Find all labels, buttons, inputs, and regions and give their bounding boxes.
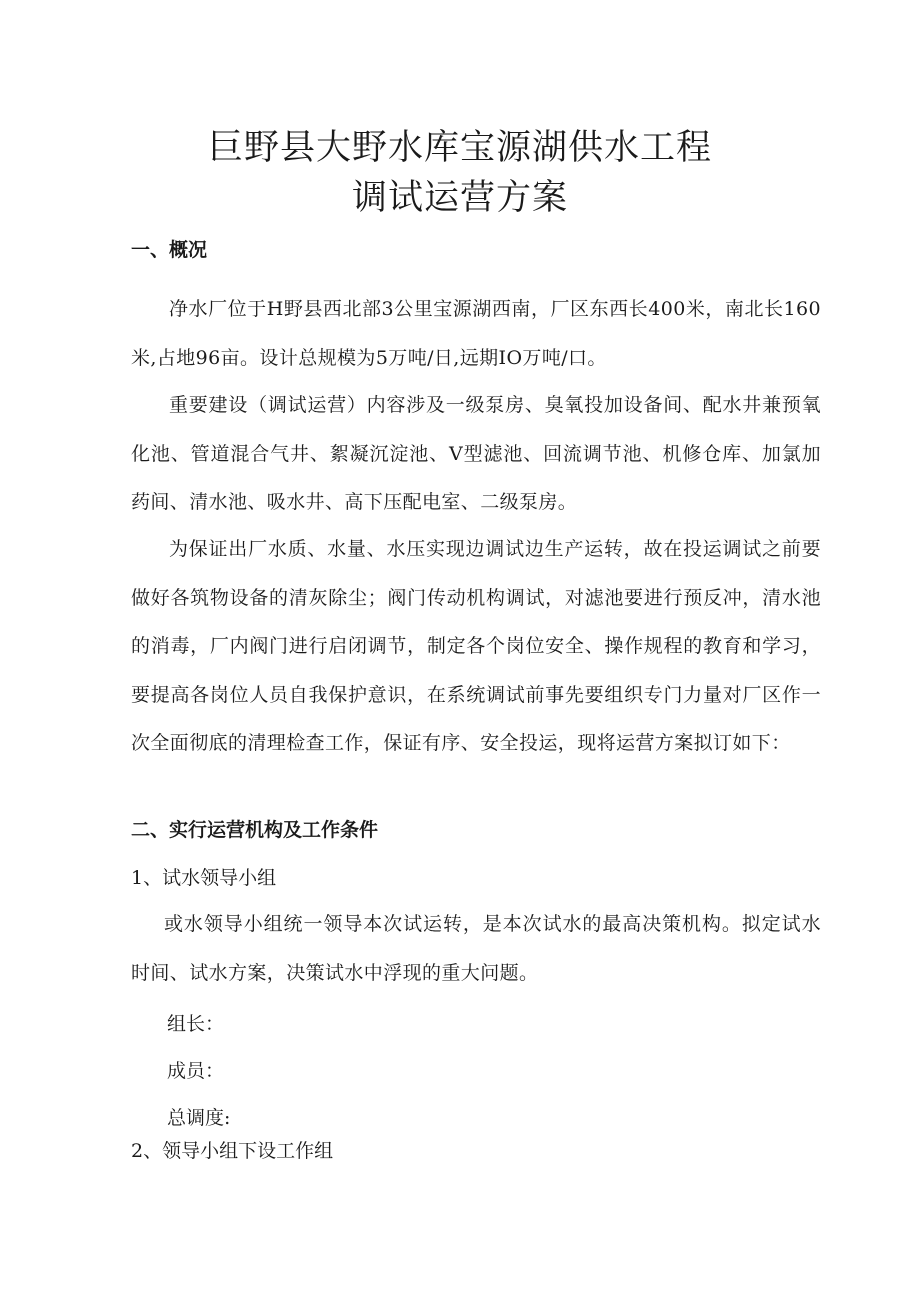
- overview-paragraph-1: 净水厂位于H野县西北部3公里宝源湖西南，厂区东西长400米，南北长160米,占地96亩。设计总规模为5万吨/日,远期IO万吨/口。: [131, 298, 821, 369]
- section1-heading: 一、概况: [131, 239, 208, 261]
- subsection-1-heading: 1、试水领导小组: [131, 867, 277, 889]
- members-label: 成员：: [167, 1060, 225, 1082]
- leadership-paragraph: 或水领导小组统一领导本次试运转，是本次试水的最高决策机构。拟定试水时间、试水方案，决策试水中浮现的重大问题。: [131, 913, 821, 984]
- document-title-line2: 调试运营方案: [351, 178, 568, 218]
- leader-label: 组长：: [167, 1013, 225, 1035]
- dispatcher-label: 总调度:: [167, 1107, 231, 1129]
- overview-paragraph-2: 重要建设（调试运营）内容涉及一级泵房、臭氧投加设备间、配水井兼预氧化池、管道混合气井、絮凝沉淀池、V型滤池、回流调节池、机修仓库、加氯加药间、清水池、吸水井、高下压配电室、二级泵房。: [131, 394, 821, 513]
- section2-heading: 二、实行运营机构及工作条件: [131, 819, 379, 841]
- document-title-line1: 巨野县大野水库宝源湖供水工程: [207, 128, 712, 168]
- subsection-2-heading: 2、领导小组下设工作组: [131, 1140, 334, 1162]
- overview-paragraph-3: 为保证出厂水质、水量、水压实现边调试边生产运转，故在投运调试之前要做好各筑物设备的清灰除尘；阀门传动机构调试，对滤池要进行预反冲，清水池的消毒，厂内阀门进行启闭调节，制定各个岗位安全、操作规程的教育和学习，要提高各岗位人员自我保护意识，在系统调试前事先要组织专门力量对厂区作一次全面彻底的清理检查工作，保证有序、安全投运，现将运营方案拟订如下：: [131, 538, 821, 754]
